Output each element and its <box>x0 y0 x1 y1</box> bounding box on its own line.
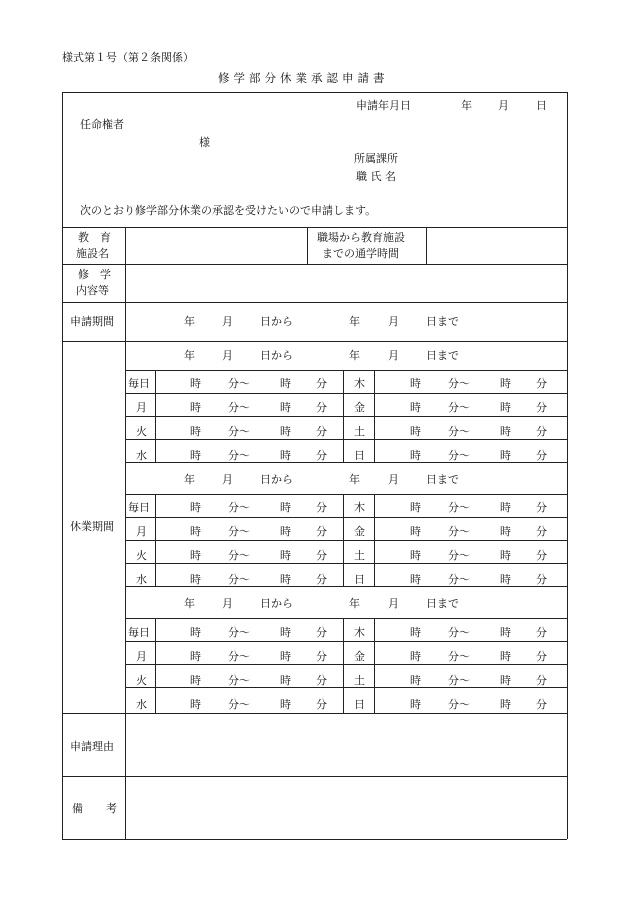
hour-unit: 時 <box>500 449 511 462</box>
honorific-label: 様 <box>199 136 210 149</box>
row-divider <box>125 494 567 495</box>
row-divider <box>125 687 567 688</box>
column-divider <box>343 494 344 586</box>
leave-section1-to-month: 月 <box>388 349 399 362</box>
minute-unit: 分 <box>536 401 547 414</box>
minute-unit: 分 <box>536 650 547 663</box>
row-divider <box>62 227 567 228</box>
hour-unit: 時 <box>410 449 421 462</box>
leave-section1-to-year: 年 <box>349 349 360 362</box>
minute-unit: 分 <box>316 377 327 390</box>
leave-section3-to-day: 日まで <box>426 597 459 610</box>
hour-unit: 時 <box>190 449 201 462</box>
date-day-label: 日 <box>536 99 547 112</box>
application-period-to-year: 年 <box>349 315 360 328</box>
hour-unit: 時 <box>280 525 291 538</box>
hour-unit: 時 <box>190 650 201 663</box>
column-divider <box>426 227 427 264</box>
department-label: 所属課所 <box>354 152 398 165</box>
weekday-cell: 火 <box>136 674 147 687</box>
hour-unit: 時 <box>280 401 291 414</box>
minute-from-unit: 分～ <box>448 525 470 538</box>
minute-unit: 分 <box>316 698 327 711</box>
minute-from-unit: 分～ <box>228 698 250 711</box>
hour-unit: 時 <box>190 501 201 514</box>
row-divider <box>125 586 567 587</box>
minute-from-unit: 分～ <box>228 401 250 414</box>
row-divider <box>125 439 567 440</box>
minute-unit: 分 <box>536 549 547 562</box>
hour-unit: 時 <box>500 650 511 663</box>
row-divider <box>125 563 567 564</box>
column-divider <box>343 370 344 462</box>
minute-from-unit: 分～ <box>228 449 250 462</box>
minute-from-unit: 分～ <box>228 525 250 538</box>
leave-section1-to-day: 日まで <box>426 349 459 362</box>
row-divider <box>125 664 567 665</box>
weekday-cell: 水 <box>136 698 147 711</box>
row-divider <box>125 540 567 541</box>
hour-unit: 時 <box>280 573 291 586</box>
minute-from-unit: 分～ <box>448 626 470 639</box>
facility-label-line2: 施設名 <box>76 247 109 260</box>
appointer-label: 任命権者 <box>80 118 124 131</box>
minute-unit: 分 <box>536 525 547 538</box>
application-period-from-month: 月 <box>222 315 233 328</box>
minute-from-unit: 分～ <box>448 674 470 687</box>
application-statement: 次のとおり修学部分休業の承認を受けたいので申請します。 <box>80 204 377 217</box>
reason-label: 申請理由 <box>70 740 114 753</box>
row-divider <box>125 618 567 619</box>
application-period-from-year: 年 <box>184 315 195 328</box>
hour-unit: 時 <box>190 377 201 390</box>
minute-unit: 分 <box>316 449 327 462</box>
minute-unit: 分 <box>536 449 547 462</box>
minute-from-unit: 分～ <box>448 501 470 514</box>
minute-from-unit: 分～ <box>448 698 470 711</box>
leave-section3-to-year: 年 <box>349 597 360 610</box>
minute-from-unit: 分～ <box>228 425 250 438</box>
column-divider <box>374 494 375 586</box>
weekday-cell: 毎日 <box>128 377 150 390</box>
leave-section3-from-day: 日から <box>260 597 293 610</box>
row-divider <box>125 416 567 417</box>
form-number: 様式第１号（第２条関係） <box>62 51 194 64</box>
remarks-label-b: 考 <box>106 802 117 815</box>
minute-from-unit: 分～ <box>448 650 470 663</box>
leave-section2-to-month: 月 <box>388 473 399 486</box>
commute-label-line2: までの通学時間 <box>322 247 399 260</box>
hour-unit: 時 <box>280 449 291 462</box>
hour-unit: 時 <box>500 674 511 687</box>
hour-unit: 時 <box>500 525 511 538</box>
hour-unit: 時 <box>190 525 201 538</box>
minute-from-unit: 分～ <box>228 377 250 390</box>
hour-unit: 時 <box>410 401 421 414</box>
column-divider <box>343 618 344 713</box>
hour-unit: 時 <box>410 377 421 390</box>
hour-unit: 時 <box>190 549 201 562</box>
row-divider <box>125 641 567 642</box>
weekday-cell: 日 <box>354 573 365 586</box>
leave-section3-from-month: 月 <box>222 597 233 610</box>
row-divider <box>62 341 567 342</box>
column-divider <box>307 227 308 264</box>
hour-unit: 時 <box>500 401 511 414</box>
row-divider <box>62 92 567 93</box>
column-divider <box>374 618 375 713</box>
date-year-label: 年 <box>461 99 472 112</box>
hour-unit: 時 <box>190 573 201 586</box>
leave-period-label: 休業期間 <box>70 520 114 533</box>
weekday-cell: 土 <box>354 674 365 687</box>
application-period-from-day: 日から <box>260 315 293 328</box>
hour-unit: 時 <box>500 425 511 438</box>
application-period-to-day: 日まで <box>426 315 459 328</box>
leave-section1-from-day: 日から <box>260 349 293 362</box>
minute-unit: 分 <box>536 674 547 687</box>
weekday-cell: 金 <box>354 650 365 663</box>
hour-unit: 時 <box>410 626 421 639</box>
leave-section2-from-month: 月 <box>222 473 233 486</box>
hour-unit: 時 <box>500 573 511 586</box>
leave-section2-from-year: 年 <box>184 473 195 486</box>
hour-unit: 時 <box>410 698 421 711</box>
row-divider <box>62 264 567 265</box>
form-title: 修学部分休業承認申請書 <box>218 71 389 85</box>
hour-unit: 時 <box>410 573 421 586</box>
minute-unit: 分 <box>316 573 327 586</box>
column-divider <box>155 370 156 462</box>
minute-from-unit: 分～ <box>448 425 470 438</box>
hour-unit: 時 <box>190 425 201 438</box>
hour-unit: 時 <box>280 501 291 514</box>
date-month-label: 月 <box>498 99 509 112</box>
minute-from-unit: 分～ <box>448 573 470 586</box>
application-period-to-month: 月 <box>388 315 399 328</box>
leave-section2-from-day: 日から <box>260 473 293 486</box>
minute-unit: 分 <box>316 401 327 414</box>
commute-label-line1: 職場から教育施設 <box>317 231 405 244</box>
weekday-cell: 月 <box>136 525 147 538</box>
row-divider <box>62 302 567 303</box>
column-divider <box>155 618 156 713</box>
minute-unit: 分 <box>536 626 547 639</box>
column-divider <box>567 92 568 839</box>
minute-unit: 分 <box>316 626 327 639</box>
hour-unit: 時 <box>410 501 421 514</box>
weekday-cell: 水 <box>136 449 147 462</box>
weekday-cell: 日 <box>354 698 365 711</box>
hour-unit: 時 <box>280 674 291 687</box>
row-divider <box>125 393 567 394</box>
application-date-label: 申請年月日 <box>356 99 411 112</box>
facility-label-line1: 教 育 <box>78 231 111 244</box>
leave-section1-from-year: 年 <box>184 349 195 362</box>
column-divider <box>125 227 126 839</box>
minute-from-unit: 分～ <box>448 377 470 390</box>
leave-section1-from-month: 月 <box>222 349 233 362</box>
hour-unit: 時 <box>500 626 511 639</box>
hour-unit: 時 <box>410 525 421 538</box>
minute-from-unit: 分～ <box>228 501 250 514</box>
hour-unit: 時 <box>280 549 291 562</box>
study-content-label-line1: 修 学 <box>78 268 111 281</box>
row-divider <box>62 713 567 714</box>
minute-from-unit: 分～ <box>228 674 250 687</box>
hour-unit: 時 <box>280 377 291 390</box>
name-label: 職 氏 名 <box>356 170 396 183</box>
row-divider <box>125 462 567 463</box>
hour-unit: 時 <box>410 549 421 562</box>
minute-unit: 分 <box>536 425 547 438</box>
minute-from-unit: 分～ <box>228 626 250 639</box>
hour-unit: 時 <box>500 501 511 514</box>
column-divider <box>374 370 375 462</box>
minute-unit: 分 <box>536 377 547 390</box>
weekday-cell: 土 <box>354 549 365 562</box>
weekday-cell: 金 <box>354 401 365 414</box>
minute-unit: 分 <box>316 650 327 663</box>
hour-unit: 時 <box>280 650 291 663</box>
weekday-cell: 火 <box>136 549 147 562</box>
hour-unit: 時 <box>410 674 421 687</box>
minute-unit: 分 <box>316 674 327 687</box>
hour-unit: 時 <box>280 425 291 438</box>
hour-unit: 時 <box>190 626 201 639</box>
hour-unit: 時 <box>500 377 511 390</box>
weekday-cell: 金 <box>354 525 365 538</box>
weekday-cell: 土 <box>354 425 365 438</box>
weekday-cell: 毎日 <box>128 626 150 639</box>
row-divider <box>62 839 567 840</box>
hour-unit: 時 <box>190 401 201 414</box>
minute-unit: 分 <box>316 549 327 562</box>
minute-from-unit: 分～ <box>448 401 470 414</box>
hour-unit: 時 <box>280 698 291 711</box>
hour-unit: 時 <box>190 674 201 687</box>
minute-unit: 分 <box>536 698 547 711</box>
minute-unit: 分 <box>536 501 547 514</box>
weekday-cell: 木 <box>354 501 365 514</box>
weekday-cell: 毎日 <box>128 501 150 514</box>
row-divider <box>62 776 567 777</box>
weekday-cell: 水 <box>136 573 147 586</box>
hour-unit: 時 <box>280 626 291 639</box>
hour-unit: 時 <box>410 650 421 663</box>
study-content-label-line2: 内容等 <box>76 284 109 297</box>
hour-unit: 時 <box>500 698 511 711</box>
weekday-cell: 木 <box>354 377 365 390</box>
leave-section2-to-year: 年 <box>349 473 360 486</box>
row-divider <box>125 370 567 371</box>
weekday-cell: 月 <box>136 650 147 663</box>
minute-from-unit: 分～ <box>228 650 250 663</box>
application-period-label: 申請期間 <box>70 315 114 328</box>
minute-unit: 分 <box>316 525 327 538</box>
hour-unit: 時 <box>410 425 421 438</box>
minute-from-unit: 分～ <box>448 449 470 462</box>
hour-unit: 時 <box>500 549 511 562</box>
weekday-cell: 木 <box>354 626 365 639</box>
minute-unit: 分 <box>316 501 327 514</box>
leave-section2-to-day: 日まで <box>426 473 459 486</box>
weekday-cell: 日 <box>354 449 365 462</box>
weekday-cell: 火 <box>136 425 147 438</box>
leave-section3-to-month: 月 <box>388 597 399 610</box>
remarks-label-a: 備 <box>72 802 83 815</box>
column-divider <box>155 494 156 586</box>
minute-from-unit: 分～ <box>228 549 250 562</box>
leave-section3-from-year: 年 <box>184 597 195 610</box>
minute-from-unit: 分～ <box>448 549 470 562</box>
column-divider <box>62 92 63 839</box>
minute-unit: 分 <box>316 425 327 438</box>
row-divider <box>125 517 567 518</box>
weekday-cell: 月 <box>136 401 147 414</box>
minute-unit: 分 <box>536 573 547 586</box>
hour-unit: 時 <box>190 698 201 711</box>
minute-from-unit: 分～ <box>228 573 250 586</box>
